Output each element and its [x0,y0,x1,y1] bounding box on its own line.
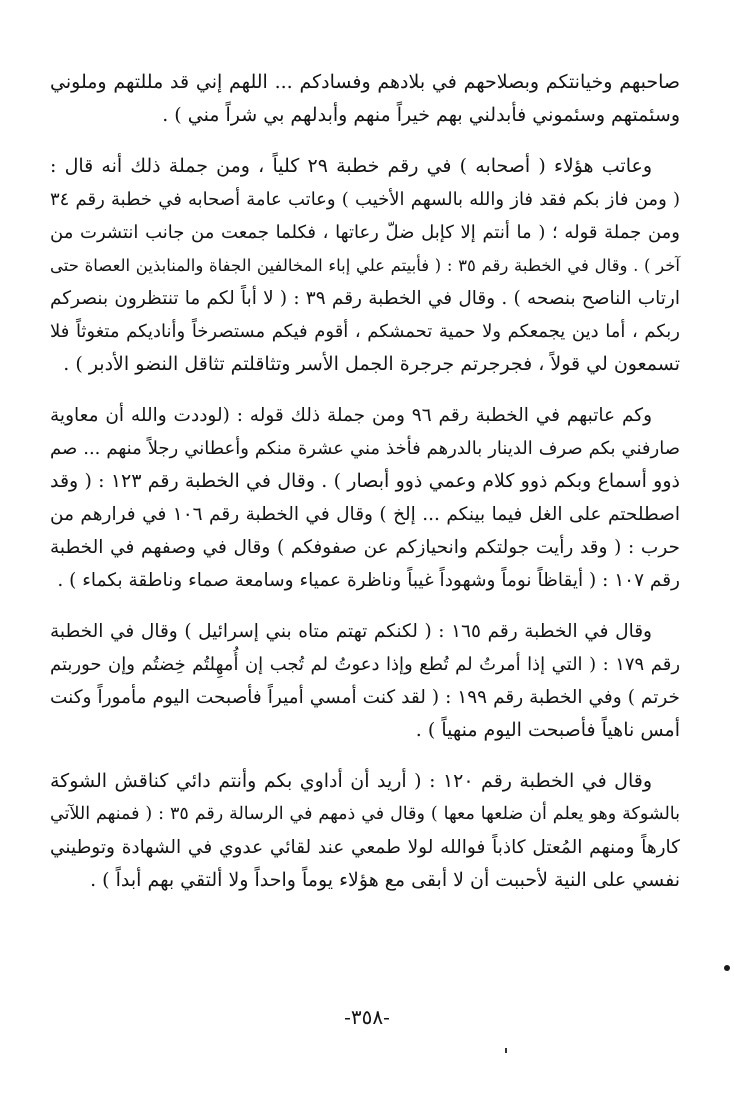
text-line: صارفني بكم صرف الدينار بالدرهم فأخذ مني عشرة منكم وأعطاني رجلاً منهم ... صم [50,438,680,459]
text-line: أمس ناهياً فأصبحت اليوم منهياً ) . [415,719,680,741]
text-line: وقال في الخطبة رقم ١٦٥ : ( لكنكم تهتم متاه بني إسرائيل ) وقال في الخطبة [50,621,652,642]
text-line: ومن جملة قوله ؛ ( ما أنتم إلا كإبل ضلّ رعاتها ، فكلما جمعت من جانب انتشرت من [50,222,680,243]
text-line: وسئمتهم وسئموني فأبدلني بهم خيراً منهم وأبدلهم بي شراً مني ) . [162,104,680,126]
text-line: بالشوكة وهو يعلم أن ضلعها معها ) وقال في ذمهم في الرسالة رقم ٣٥ : ( فمنهم اللآتي [50,804,681,824]
page-body [50,66,680,915]
text-line: ( ومن فاز بكم فقد فاز والله بالسهم الأخيب ) وعاتب عامة أصحابه في خطبة رقم ٣٤ [50,189,680,210]
text-line: حرب : ( وقد رأيت جولتكم وانحيازكم عن صفوفكم ) وقال في وصفهم في الخطبة [50,537,680,558]
text-line: وقال في الخطبة رقم ١٢٠ : ( أريد أن أداوي بكم وأنتم دائي كناقش الشوكة [50,770,652,792]
text-line: ارتاب الناصح بنصحه ) . وقال في الخطبة رقم ٣٩ : ( لا أباً لكم ما تنتظرون بنصركم [50,288,680,309]
paragraph-3 [50,399,680,597]
text-line: رقم ١٠٧ : ( أيقاظاً نوماً وشهوداً غيباً وناظرة عمياء وسامعة صماء وناطقة بكماء ) . [57,570,680,591]
paragraph-1 [50,66,680,132]
paragraph-2 [50,150,680,381]
text-line: آخر ) . وقال في الخطبة رقم ٣٥ : ( فأبيتم علي إباء المخالفين الجفاة والمنابذين العصاة حتى [50,256,681,275]
page-number: -٣٥٨- [344,1005,390,1029]
scan-speck [505,1048,507,1053]
text-line: رقم ١٧٩ : ( التي إذا أمرتُ لم تُطع وإذا دعوتُ لم تُجب إن أُمهِلتُم خِضتُم وإن حوربتم [50,654,681,675]
text-line: ربكم ، أما دين يجمعكم ولا حمية تحمشكم ، أقوم فيكم مستصرخاً وأناديكم متغوثاً فلا [50,321,680,342]
text-line: وعاتب هؤلاء ( أصحابه ) في رقم خطبة ٢٩ كلياً ، ومن جملة ذلك أنه قال : [50,155,652,177]
text-line: خرتم ) وفي الخطبة رقم ١٩٩ : ( لقد كنت أمسي أميراً فأصبحت اليوم مأموراً وكنت [50,687,680,708]
text-line: ذوو أسماع وبكم ذوو كلام وعمي ذوو أبصار ) . وقال في الخطبة رقم ١٢٣ : ( وقد [50,470,680,492]
paragraph-5 [50,765,680,897]
scan-edge-mark [724,965,730,971]
text-line: كارهاً ومنهم المُعتل كاذباً فوالله لولا طمعي عند لقائي عدوي في الشهادة وتوطيني [50,837,680,858]
text-line: صاحبهم وخيانتكم وبصلاحهم في بلادهم وفسادكم ... اللهم إني قد مللتهم وملوني [50,71,680,93]
text-line: نفسي على النية لأحببت أن لا أبقى مع هؤلاء يوماً واحداً ولا ألتقي بهم أبداً ) . [90,869,680,891]
text-line: تسمعون لي قولاً ، فجرجرتم جرجرة الجمل الأسر وتثاقلتم تثاقل النضو الأدبر ) . [63,353,680,375]
text-line: اصطلحتم على الغل فيما بينكم ... إلخ ) وقال في الخطبة رقم ١٠٦ في فرارهم من [50,504,680,525]
text-line: وكم عاتبهم في الخطبة رقم ٩٦ ومن جملة ذلك قوله : (لوددت والله أن معاوية [50,405,652,426]
paragraph-4 [50,615,680,747]
